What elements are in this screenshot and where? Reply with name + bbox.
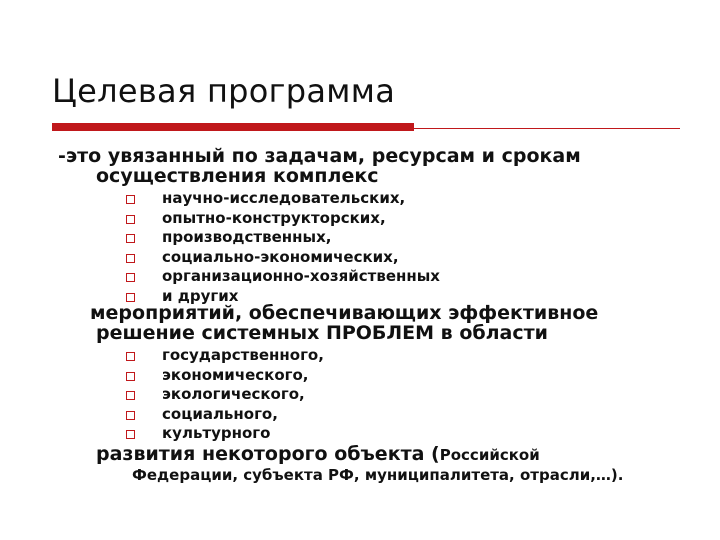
- middle-line-1: мероприятий, обеспечивающих эффективное: [90, 302, 599, 324]
- list-item-label: научно-исследовательских,: [162, 189, 406, 207]
- middle-line-2: решение системных ПРОБЛЕМ в области: [96, 322, 548, 344]
- list-item: [126, 405, 324, 425]
- closing-main-text: развития некоторого объекта (: [96, 443, 440, 465]
- list-item-label: государственного,: [162, 346, 324, 364]
- list-item-label: экологического,: [162, 385, 305, 403]
- hollow-square-bullet-icon: [126, 195, 135, 204]
- hollow-square-bullet-icon: [126, 352, 135, 361]
- intro-line-1: -это увязанный по задачам, ресурсам и срокам: [58, 145, 581, 167]
- list-item: [126, 248, 440, 268]
- list-item-label: опытно-конструкторских,: [162, 208, 386, 227]
- hollow-square-bullet-icon: [126, 391, 135, 400]
- closing-small-text: Российской: [439, 446, 540, 464]
- list-item-label: экономического,: [162, 365, 309, 384]
- list-item-label: организационно-хозяйственных: [162, 267, 440, 285]
- closing-line-2: Федерации, субъекта РФ, муниципалитета, отрасли,…).: [132, 466, 624, 484]
- list-item: [126, 267, 440, 287]
- hollow-square-bullet-icon: [126, 372, 135, 381]
- hollow-square-bullet-icon: [126, 273, 135, 282]
- activity-list: [126, 189, 440, 306]
- list-item: [126, 366, 324, 386]
- list-item: [126, 209, 440, 229]
- hollow-square-bullet-icon: [126, 293, 135, 302]
- list-item: [126, 346, 324, 366]
- list-item-label: социального,: [162, 404, 278, 423]
- intro-line-2: осуществления комплекс: [96, 165, 379, 187]
- list-item-label: культурного: [162, 424, 271, 442]
- slide-title: Целевая программа: [52, 72, 396, 110]
- list-item-label: социально-экономических,: [162, 247, 399, 266]
- domain-list: [126, 346, 324, 444]
- list-item-label: производственных,: [162, 228, 332, 246]
- title-underline-thick: [52, 123, 414, 131]
- list-item: [126, 228, 440, 248]
- hollow-square-bullet-icon: [126, 430, 135, 439]
- list-item: [126, 424, 324, 444]
- list-item: [126, 189, 440, 209]
- hollow-square-bullet-icon: [126, 254, 135, 263]
- hollow-square-bullet-icon: [126, 411, 135, 420]
- hollow-square-bullet-icon: [126, 234, 135, 243]
- list-item-label: и других: [162, 286, 239, 305]
- hollow-square-bullet-icon: [126, 215, 135, 224]
- closing-line-1: [96, 444, 540, 466]
- list-item: [126, 385, 324, 405]
